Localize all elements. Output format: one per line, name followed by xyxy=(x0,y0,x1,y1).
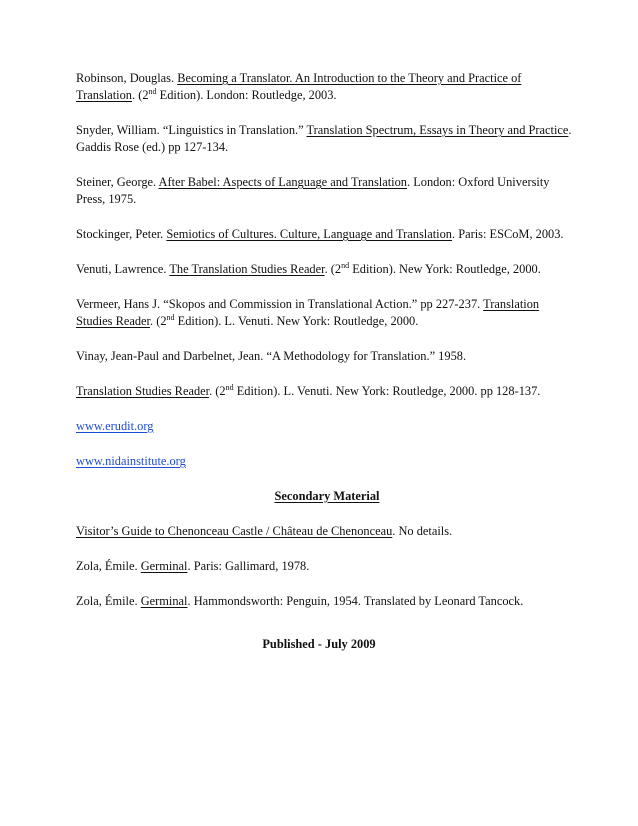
entry-text: Edition). London: Routledge, 2003. xyxy=(156,88,337,102)
entry-title: Translation Spectrum, Essays in Theory and Practice xyxy=(306,123,569,137)
entry-title: Translation Studies Reader xyxy=(76,297,540,328)
reference-robinson xyxy=(76,70,578,104)
entry-text: . Paris: ESCoM, 2003. xyxy=(452,227,564,241)
publication-date: Published - July 2009 xyxy=(262,637,376,651)
entry-text: . Hammondsworth: Penguin, 1954. Translated by Leonard Tancock. xyxy=(187,594,524,608)
entry-text: Robinson, Douglas. xyxy=(76,71,178,85)
reference-zola-penguin xyxy=(76,593,578,610)
entry-text: . Paris: Gallimard, 1978. xyxy=(187,559,310,573)
entry-text: Edition). L. Venuti. New York: Routledge, 2000. pp 128-137. xyxy=(233,384,541,398)
entry-text: . No details. xyxy=(392,524,453,538)
link-erudit[interactable]: www.erudit.org xyxy=(76,419,154,433)
entry-title: Visitor’s Guide to Chenonceau Castle / Château de Chenonceau xyxy=(76,524,393,538)
entry-title: The Translation Studies Reader xyxy=(169,262,325,276)
ordinal-superscript: nd xyxy=(166,312,175,322)
reference-zola-gallimard xyxy=(76,558,578,575)
entry-title: After Babel: Aspects of Language and Translation xyxy=(158,175,407,189)
entry-text: Zola, Émile. xyxy=(76,559,141,573)
entry-text: Zola, Émile. xyxy=(76,594,141,608)
entry-title: Becoming a Translator. An Introduction to the Theory and Practice of Translation xyxy=(76,71,522,102)
reference-steiner xyxy=(76,174,578,208)
entry-text: Steiner, George. xyxy=(76,175,159,189)
reference-translation-studies-reader xyxy=(76,383,578,400)
reference-vermeer xyxy=(76,296,578,330)
entry-text: Edition). New York: Routledge, 2000. xyxy=(349,262,541,276)
ordinal-superscript: nd xyxy=(225,382,234,392)
reference-chenonceau xyxy=(76,523,578,540)
entry-title: Translation Studies Reader xyxy=(76,384,210,398)
entry-text: Stockinger, Peter. xyxy=(76,227,167,241)
section-heading-text: Secondary Material xyxy=(274,489,380,503)
entry-text: . (2 xyxy=(209,384,226,398)
entry-title: Semiotics of Cultures. Culture, Language and Translation xyxy=(166,227,452,241)
link-entry xyxy=(76,418,578,435)
ordinal-superscript: nd xyxy=(148,86,157,96)
reference-venuti xyxy=(76,261,578,278)
entry-text: . (2 xyxy=(132,88,149,102)
entry-text: Venuti, Lawrence. xyxy=(76,262,170,276)
reference-snyder xyxy=(76,122,578,156)
entry-text: . (2 xyxy=(324,262,342,276)
entry-text: . Gaddis Rose (ed.) pp 127-134. xyxy=(76,123,572,154)
entry-title: Germinal xyxy=(140,594,188,608)
ordinal-superscript: nd xyxy=(341,260,350,270)
link-nidainstitute[interactable]: www.nidainstitute.org xyxy=(76,454,186,468)
link-entry xyxy=(76,453,578,470)
entry-text: Vermeer, Hans J. “Skopos and Commission in Translational Action.” pp 227-237. xyxy=(76,297,484,311)
entry-text: Snyder, William. “Linguistics in Translation.” xyxy=(76,123,307,137)
entry-title: Germinal xyxy=(140,559,188,573)
reference-stockinger xyxy=(76,226,578,243)
entry-text: Edition). L. Venuti. New York: Routledge, 2000. xyxy=(174,314,419,328)
entry-text: . (2 xyxy=(150,314,167,328)
reference-vinay xyxy=(76,348,578,365)
entry-text: . London: Oxford University Press, 1975. xyxy=(76,175,550,206)
section-heading xyxy=(76,488,578,505)
entry-text: Vinay, Jean-Paul and Darbelnet, Jean. “A Methodology for Translation.” 1958. xyxy=(76,349,467,363)
